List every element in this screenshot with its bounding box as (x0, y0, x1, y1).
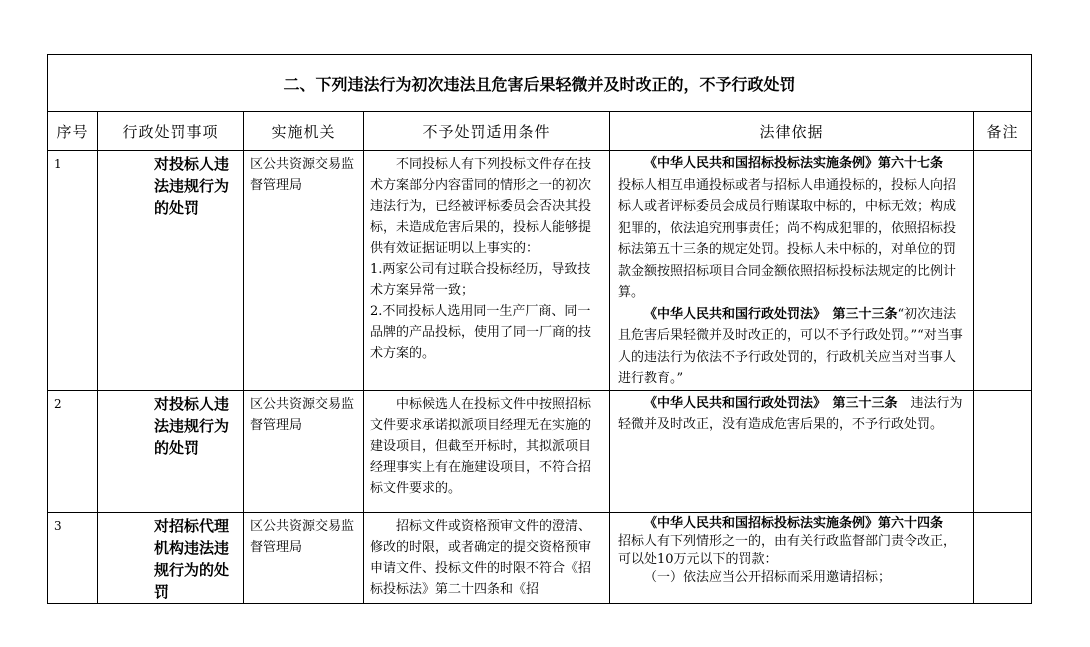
law-citation: 《中华人民共和国行政处罚法》 第三十三条 (644, 395, 898, 411)
penalty-item (98, 151, 244, 391)
condition-intro: 不同投标人有下列投标文件存在技术方案部分内容雷同的情形之一的初次违法行为，已经被评标委员会否决其投标，未造成危害后果的，投标人能够提供有效证据证明以上事实的： (370, 157, 592, 256)
row-number: 2 (48, 390, 98, 512)
header-org: 实施机关 (244, 112, 364, 151)
legal-basis (610, 512, 974, 603)
implementing-agency: 区公共资源交易监督管理局 (244, 512, 364, 603)
condition-item-2: 2.不同投标人选用同一生产厂商、同一品牌的产品投标，使用了同一厂商的技术方案的。 (370, 304, 592, 361)
law-citation: 《中华人民共和国招标投标法实施条例》第六十七条 (644, 156, 944, 171)
row-number: 3 (48, 512, 98, 603)
condition-intro: 招标文件或资格预审文件的澄清、修改的时限，或者确定的提交资格预审申请文件、投标文件的时限不符合《招标投标法》第二十四条和《招 (370, 518, 592, 597)
penalty-item-text: 对投标人违法违规行为的处罚 (154, 394, 230, 457)
penalty-item-text: 对投标人违法违规行为的处罚 (154, 155, 230, 217)
legal-clause-1 (618, 393, 965, 436)
table-row (48, 512, 1032, 603)
exemption-condition (364, 390, 610, 512)
penalty-item-text: 对招标代理机构违法违规行为的处罚 (154, 516, 230, 601)
table-title: 二、下列违法行为初次违法且危害后果轻微并及时改正的，不予行政处罚 (48, 55, 1032, 112)
implementing-agency: 区公共资源交易监督管理局 (244, 151, 364, 391)
condition-item-1: 1.两家公司有过联合投标经历，导致技术方案异常一致； (370, 262, 591, 298)
header-note: 备注 (974, 112, 1032, 151)
law-citation: 《中华人民共和国行政处罚法》 第三十三条 (644, 306, 898, 322)
legal-basis (610, 151, 974, 391)
condition-intro: 中标候选人在投标文件中按照招标文件要求承诺拟派项目经理无在实施的建设项目，但截至开标时，其拟派项目经理事实上有在施建设项目，不符合招标文件要求的。 (370, 396, 592, 496)
exemption-condition (364, 151, 610, 391)
implementing-agency: 区公共资源交易监督管理局 (244, 390, 364, 512)
note-cell (974, 390, 1032, 512)
row-number: 1 (48, 151, 98, 391)
header-legal-basis: 法律依据 (610, 112, 974, 151)
law-text: “初次违法且危害后果轻微并及时改正的，可以不予行政处罚。”“对当事人的违法行为依法不予行政处罚的，行政机关应当对当事人进行教育。” (618, 306, 963, 386)
table-row (48, 151, 1032, 391)
note-cell (974, 512, 1032, 603)
legal-basis (610, 390, 974, 512)
legal-clause-2 (618, 304, 965, 390)
legal-clause-1 (618, 515, 965, 569)
penalty-item (98, 512, 244, 603)
penalty-item (98, 390, 244, 512)
legal-clause-2: （一）依法应当公开招标而采用邀请招标； (644, 569, 892, 585)
header-row (48, 112, 1032, 151)
law-text: 违法行为轻微并及时改正，没有造成危害后果的，不予行政处罚。 (618, 395, 963, 432)
exemption-condition (364, 512, 610, 603)
table-row (48, 390, 1032, 512)
header-condition: 不予处罚适用条件 (364, 112, 610, 151)
header-no: 序号 (48, 112, 98, 151)
penalty-exemption-table (47, 54, 1032, 604)
law-text: 招标人有下列情形之一的，由有关行政监督部门责令改正，可以处10万元以下的罚款： (618, 515, 957, 567)
legal-clause-1 (618, 153, 965, 304)
penalty-table-sheet (47, 54, 1031, 604)
law-citation: 《中华人民共和国招标投标法实施条例》第六十四条 (644, 515, 944, 531)
law-text: 投标人相互串通投标或者与招标人串通投标的，投标人向招标人或者评标委员会成员行贿谋取中标的，中标无效；构成犯罪的，依法追究刑事责任；尚不构成犯罪的，依照招标投标法第五十三条的规定处罚。投标人未中标的，对单位的罚款金额按照招标项目合同金额依照招标投标法规定的比例计算。 (618, 156, 957, 300)
header-item: 行政处罚事项 (98, 112, 244, 151)
note-cell (974, 151, 1032, 391)
